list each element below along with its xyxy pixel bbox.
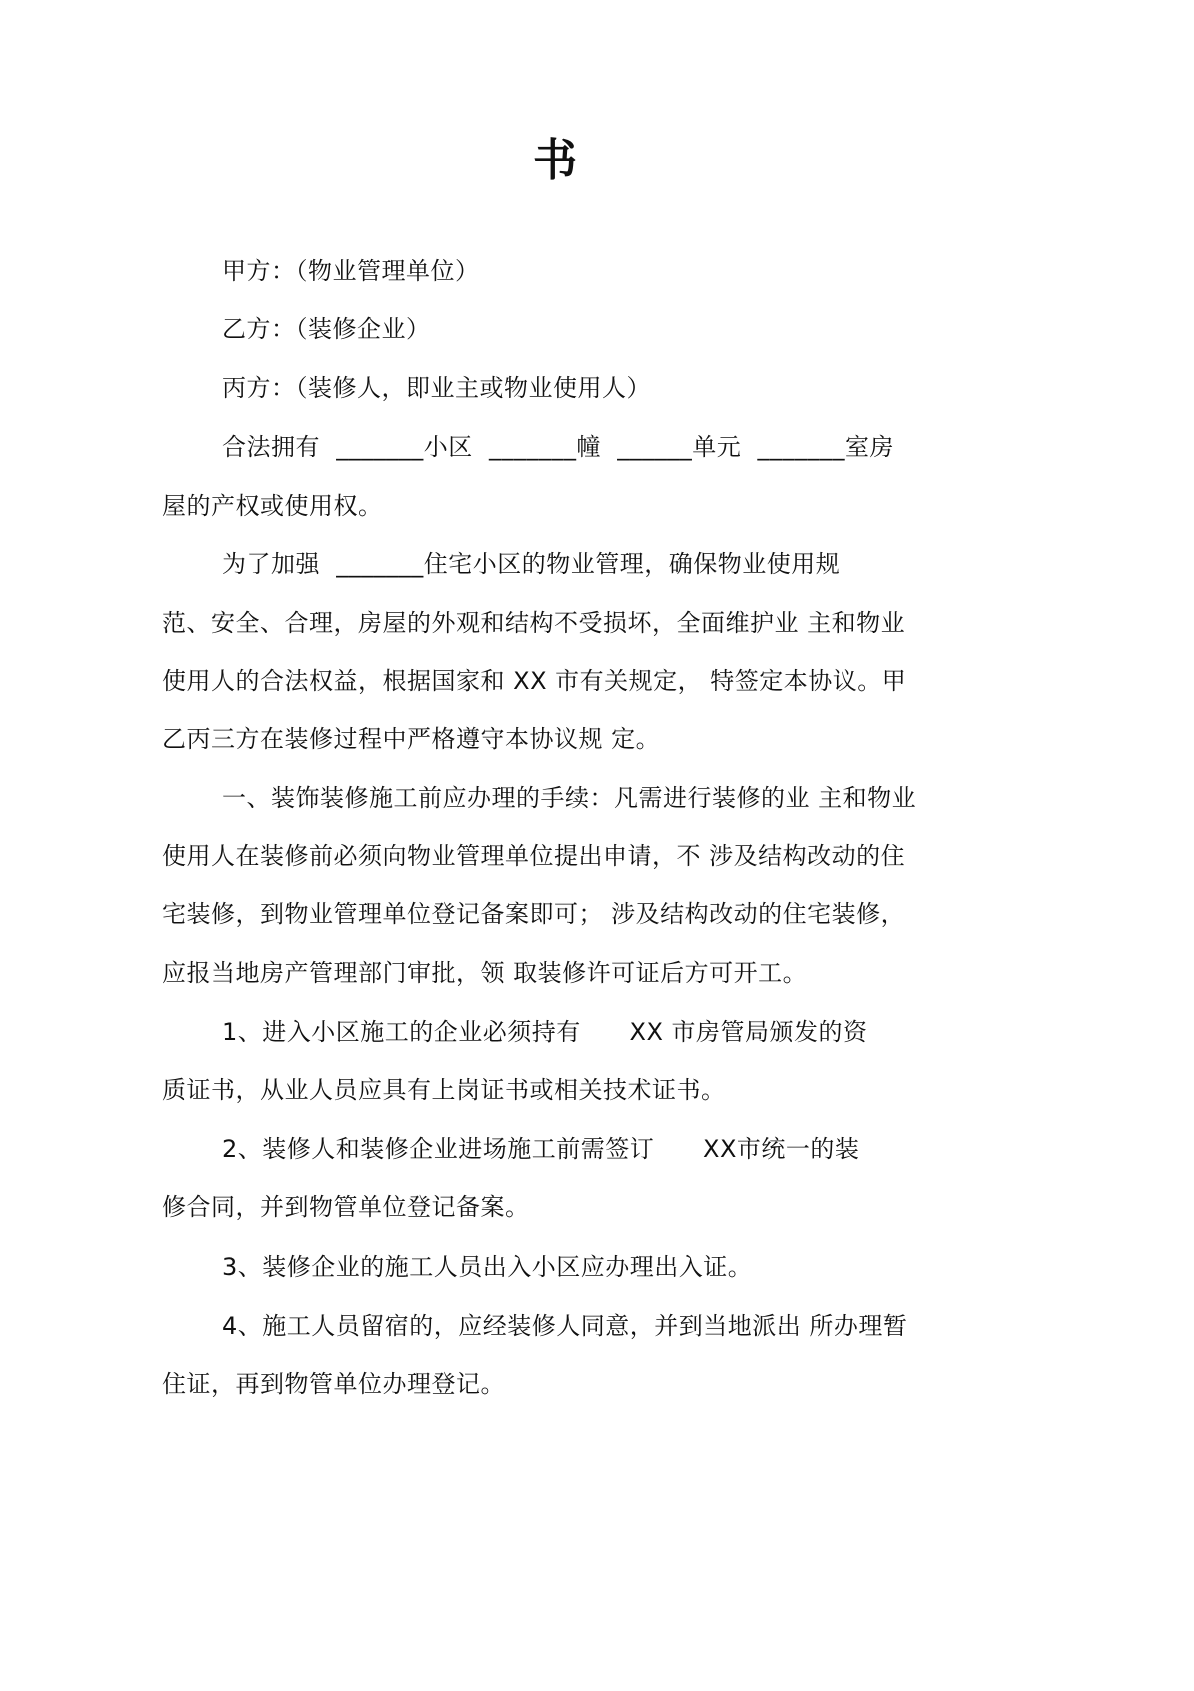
- body-line: 乙方：（装修企业）: [222, 315, 431, 343]
- body-line: 为了加强 _______住宅小区的物业管理，确保物业使用规: [222, 550, 841, 578]
- body-line: 乙丙三方在装修过程中严格遵守本协议规 定。: [162, 725, 661, 753]
- body-line: 一、装饰装修施工前应办理的手续：凡需进行装修的业 主和物业: [222, 784, 917, 812]
- body-line: 宅装修，到物业管理单位登记备案即可； 涉及结构改动的住宅装修，: [162, 900, 906, 928]
- body-line: 4、施工人员留宿的，应经装修人同意，并到当地派出 所办理暂: [222, 1312, 908, 1340]
- body-line: 范、安全、合理，房屋的外观和结构不受损坏，全面维护业 主和物业: [162, 609, 906, 637]
- body-line: 2、装修人和装修企业进场施工前需签订 XX市统一的装: [222, 1135, 860, 1163]
- body-line: 使用人在装修前必须向物业管理单位提出申请，不 涉及结构改动的住: [162, 842, 906, 870]
- body-line: 1、进入小区施工的企业必须持有 XX 市房管局颁发的资: [222, 1018, 868, 1046]
- body-line: 3、装修企业的施工人员出入小区应办理出入证。: [222, 1253, 753, 1281]
- body-line: 质证书，从业人员应具有上岗证书或相关技术证书。: [162, 1076, 726, 1104]
- body-line: 应报当地房产管理部门审批，领 取装修许可证后方可开工。: [162, 959, 808, 987]
- body-line: 合法拥有 _______小区 _______幢 ______单元 _______室房: [222, 433, 895, 461]
- body-line: 使用人的合法权益，根据国家和 XX 市有关规定， 特签定本协议。甲: [162, 667, 907, 695]
- body-line: 屋的产权或使用权。: [162, 492, 383, 520]
- body-line: 丙方：（装修人，即业主或物业使用人）: [222, 374, 651, 402]
- body-line: 甲方：（物业管理单位）: [222, 257, 480, 285]
- document-title: 书: [533, 135, 577, 186]
- body-line: 修合同，并到物管单位登记备案。: [162, 1193, 530, 1221]
- body-line: 住证，再到物管单位办理登记。: [162, 1370, 505, 1398]
